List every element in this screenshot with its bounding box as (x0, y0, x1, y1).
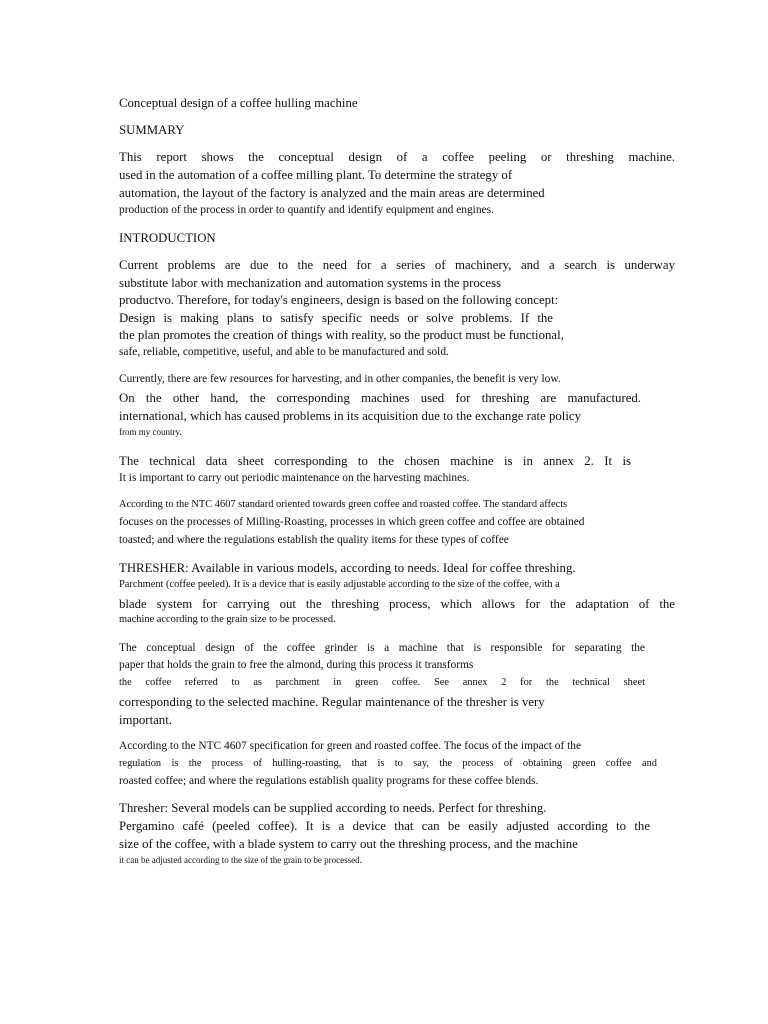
intro-p4-line: According to the NTC 4607 standard oriented towards green coffee and roasted coffee. The standard affects (119, 499, 568, 510)
intro-p4-line: focuses on the processes of Milling-Roasting, processes in which green coffee and coffee are obtained (119, 516, 585, 528)
summary-line: This report shows the conceptual design of a coffee peeling or threshing machine. (119, 150, 675, 164)
summary-line: used in the automation of a coffee milling plant. To determine the strategy of (119, 168, 513, 182)
conceptual-p-line: important. (119, 713, 172, 727)
intro-p3-line: The technical data sheet corresponding to the chosen machine is in annex 2. It is (119, 454, 631, 468)
introduction-heading: INTRODUCTION (119, 231, 216, 245)
thresher-p1-line: machine according to the grain size to be processed. (119, 614, 336, 625)
conceptual-p-line: paper that holds the grain to free the almond, during this process it transforms (119, 659, 474, 671)
thresher-p2-line: size of the coffee, with a blade system to carry out the threshing process, and the machine (119, 837, 578, 851)
conceptual-p-line: the coffee referred to as parchment in green coffee. See annex 2 for the technical sheet (119, 677, 645, 688)
thresher-p2-line: Thresher: Several models can be supplied according to needs. Perfect for threshing. (119, 801, 547, 815)
summary-line: automation, the layout of the factory is analyzed and the main areas are determined (119, 186, 545, 200)
intro-p1-line: productvo. Therefore, for today's engineers, design is based on the following concept: (119, 293, 559, 307)
document-title: Conceptual design of a coffee hulling machine (119, 96, 358, 110)
summary-line: production of the process in order to quantify and identify equipment and engines. (119, 204, 494, 216)
conceptual-p-line: corresponding to the selected machine. Regular maintenance of the thresher is very (119, 695, 545, 709)
ntc-p-line: regulation is the process of hulling-roasting, that is to say, the process of obtaining green coffee and (119, 758, 657, 769)
intro-p1-line: Current problems are due to the need for a series of machinery, and a search is underway (119, 258, 675, 272)
thresher-p1-line: THRESHER: Available in various models, according to needs. Ideal for coffee threshing. (119, 561, 576, 575)
intro-p2-line: international, which has caused problems in its acquisition due to the exchange rate policy (119, 409, 581, 423)
intro-p1-line: safe, reliable, competitive, useful, and able to be manufactured and sold. (119, 346, 449, 358)
intro-p1-line: substitute labor with mechanization and automation systems in the process (119, 276, 502, 290)
intro-p1-line: the plan promotes the creation of things with reality, so the product must be functional, (119, 328, 564, 342)
intro-p1-line: Design is making plans to satisfy specific needs or solve problems. If the (119, 311, 553, 325)
intro-p2-line: from my country. (119, 427, 182, 437)
ntc-p-line: roasted coffee; and where the regulations establish quality programs for these coffee blends. (119, 775, 539, 787)
thresher-p2-line: Pergamino café (peeled coffee). It is a device that can be easily adjusted according to the (119, 819, 650, 833)
intro-p2-line: On the other hand, the corresponding machines used for threshing are manufactured. (119, 391, 641, 405)
intro-p3-line: It is important to carry out periodic maintenance on the harvesting machines. (119, 472, 470, 484)
intro-p4-line: toasted; and where the regulations establish the quality items for these types of coffee (119, 534, 509, 546)
conceptual-p-line: The conceptual design of the coffee grinder is a machine that is responsible for separating the (119, 642, 645, 654)
thresher-p1-line: blade system for carrying out the threshing process, which allows for the adaptation of the (119, 597, 675, 611)
thresher-p2-line: it can be adjusted according to the size of the grain to be processed. (119, 855, 362, 865)
thresher-p1-line: Parchment (coffee peeled). It is a device that is easily adjustable according to the size of the coffee, with a (119, 579, 560, 590)
intro-p2-line: Currently, there are few resources for harvesting, and in other companies, the benefit is very low. (119, 373, 561, 385)
summary-heading: SUMMARY (119, 123, 185, 137)
ntc-p-line: According to the NTC 4607 specification for green and roasted coffee. The focus of the impact of the (119, 740, 582, 752)
